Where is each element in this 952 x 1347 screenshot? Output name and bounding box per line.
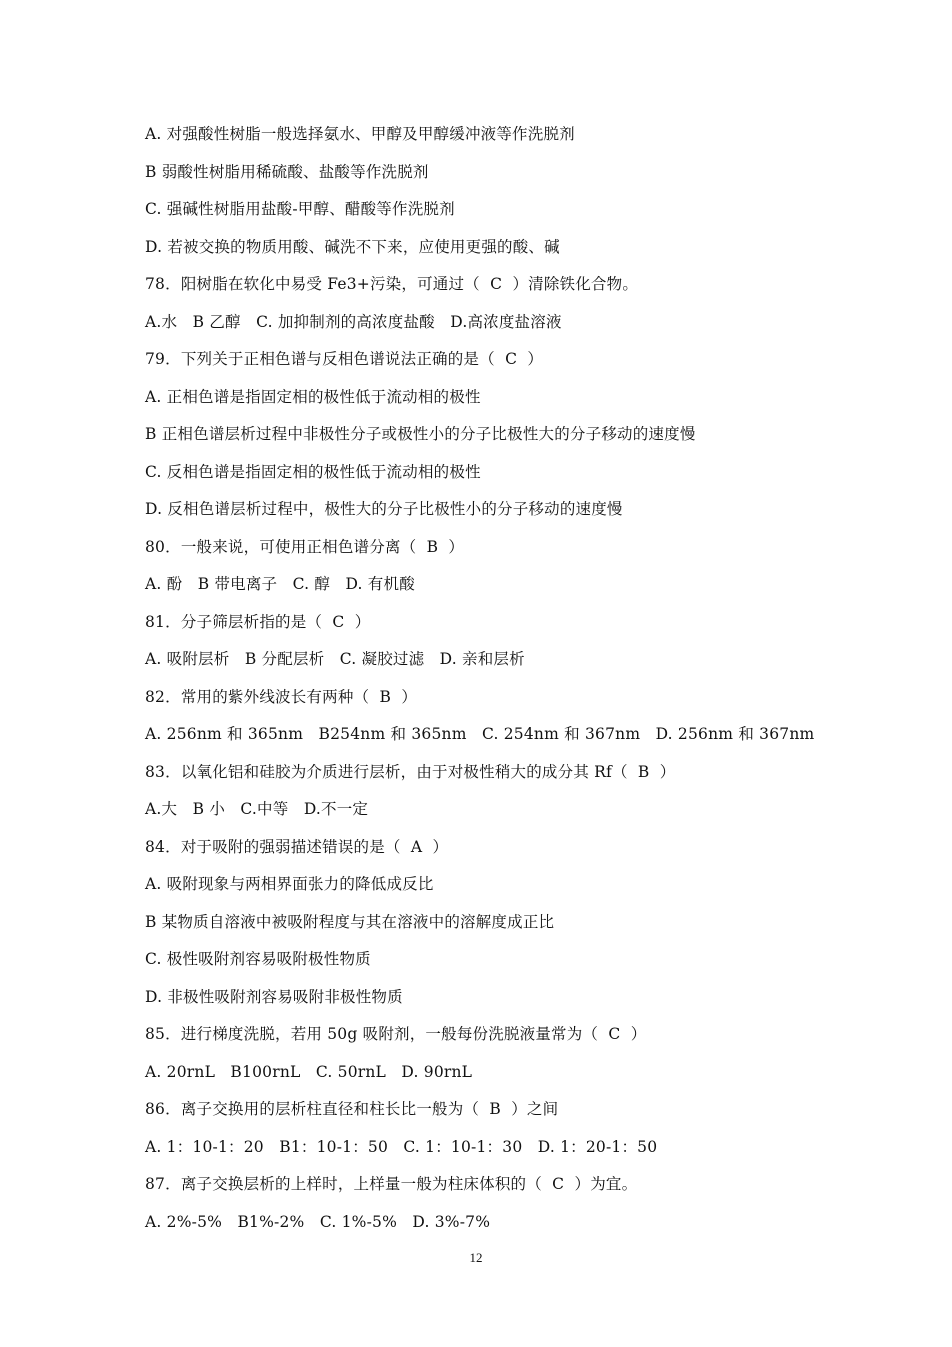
option-84-a: A. 吸附现象与两相界面张力的降低成反比	[145, 875, 434, 893]
question-85: 85．进行梯度洗脱，若用 50g 吸附剂，一般每份洗脱液量常为（ C ）	[145, 1025, 647, 1043]
option-79-d: D. 反相色谱层析过程中，极性大的分子比极性小的分子移动的速度慢	[145, 500, 623, 518]
page-number: 12	[469, 1250, 483, 1265]
question-80: 80．一般来说，可使用正相色谱分离（ B ）	[145, 537, 465, 556]
question-83: 83．以氧化铝和硅胶为介质进行层析，由于对极性稍大的成分其 Rf（ B ）	[145, 762, 676, 781]
option-79-a: A. 正相色谱是指固定相的极性低于流动相的极性	[145, 387, 481, 406]
option-84-c: C. 极性吸附剂容易吸附极性物质	[145, 950, 371, 968]
question-78: 78．阳树脂在软化中易受 Fe3+污染，可通过（ C ）清除铁化合物。	[145, 275, 639, 293]
options-78: A.水 B 乙醇 C. 加抑制剂的高浓度盐酸 D.高浓度盐溶液	[145, 312, 562, 331]
question-87: 87．离子交换层析的上样时，上样量一般为柱床体积的（ C ）为宜。	[145, 1175, 638, 1193]
text-line: A. 对强酸性树脂一般选择氨水、甲醇及甲醇缓冲液等作洗脱剂	[145, 125, 575, 143]
question-82: 82．常用的紫外线波长有两种（ B ）	[145, 687, 418, 706]
options-85: A. 20rnL B100rnL C. 50rnL D. 90rnL	[145, 1062, 473, 1081]
option-79-c: C. 反相色谱是指固定相的极性低于流动相的极性	[145, 462, 481, 481]
option-84-b: B 某物质自溶液中被吸附程度与其在溶液中的溶解度成正比	[145, 912, 555, 931]
options-83: A.大 B 小 C.中等 D.不一定	[145, 800, 369, 818]
question-84: 84．对于吸附的强弱描述错误的是（ A ）	[145, 837, 449, 856]
text-line: B 弱酸性树脂用稀硫酸、盐酸等作洗脱剂	[145, 162, 429, 181]
options-81: A. 吸附层析 B 分配层析 C. 凝胶过滤 D. 亲和层析	[145, 650, 525, 668]
options-82: A. 256nm 和 365nm B254nm 和 365nm C. 254nm 和 367nm D. 256nm 和 367nm	[145, 725, 815, 743]
question-79: 79．下列关于正相色谱与反相色谱说法正确的是（ C ）	[145, 350, 544, 368]
question-list	[145, 121, 885, 1246]
option-84-d: D. 非极性吸附剂容易吸附非极性物质	[145, 987, 403, 1006]
question-81: 81．分子筛层析指的是（ C ）	[145, 612, 371, 631]
options-87: A. 2%-5% B1%-2% C. 1%-5% D. 3%-7%	[145, 1212, 491, 1231]
option-79-b: B 正相色谱层析过程中非极性分子或极性小的分子比极性大的分子移动的速度慢	[145, 425, 696, 443]
question-86: 86．离子交换用的层析柱直径和柱长比一般为（ B ）之间	[145, 1100, 559, 1118]
text-line: D. 若被交换的物质用酸、碱洗不下来，应使用更强的酸、碱	[145, 237, 560, 256]
options-80: A. 酚 B 带电离子 C. 醇 D. 有机酸	[145, 575, 415, 593]
text-line: C. 强碱性树脂用盐酸-甲醇、醋酸等作洗脱剂	[145, 200, 455, 218]
options-86: A. 1：10-1：20 B1：10-1：50 C. 1：10-1：30 D. 1：20-1：50	[145, 1137, 658, 1156]
